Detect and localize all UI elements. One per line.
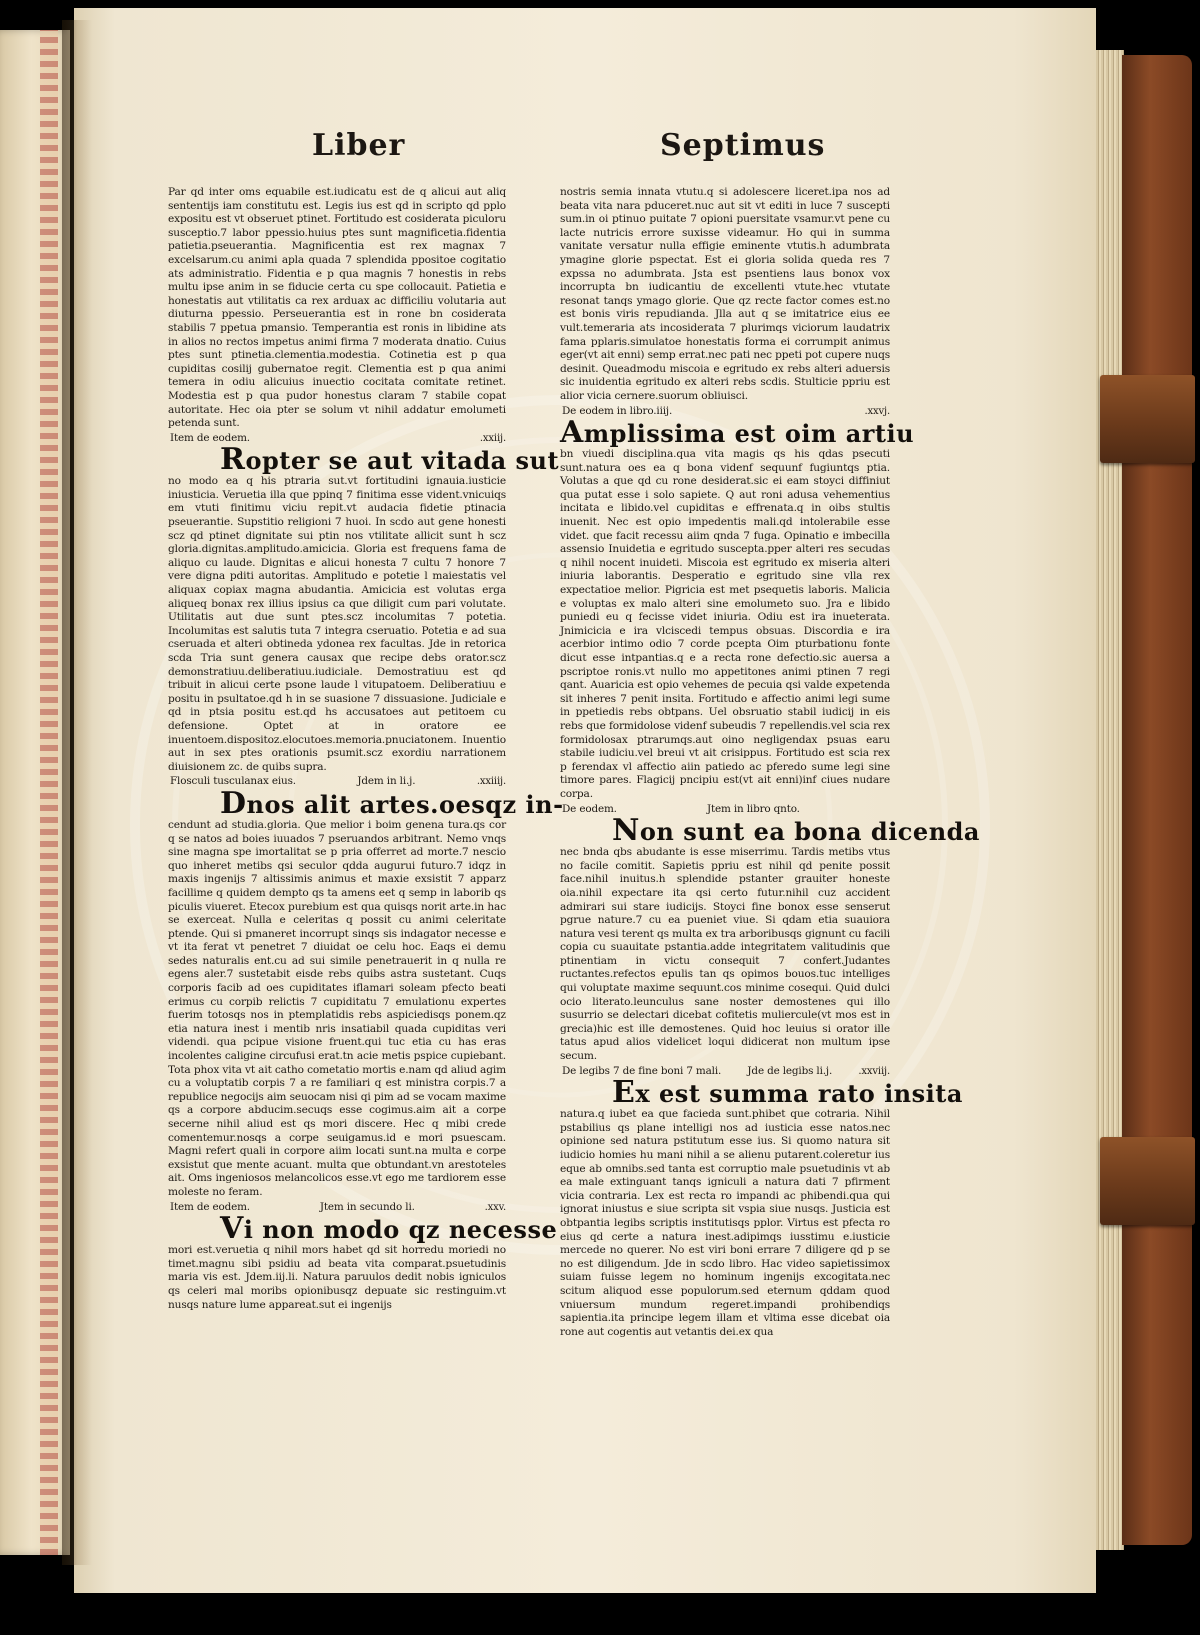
rubric-title: Item de eodem. [170, 431, 250, 444]
initial-capital: E [612, 1075, 636, 1111]
initial-capital: V [220, 1211, 244, 1247]
rubric-title: De legibs 7 de fine boni 7 mali. [562, 1064, 722, 1077]
spine-gutter [62, 20, 92, 1565]
chapter-rubric [168, 1201, 506, 1215]
clasp-top [1100, 375, 1195, 463]
chapter-rubric [560, 1065, 890, 1079]
clasp-bottom [1100, 1137, 1195, 1225]
chapter-opening-text: nos alit artes.oesqz in- [246, 789, 564, 819]
chapter-rubric [560, 405, 890, 419]
leather-binding [1122, 55, 1192, 1545]
page-fore-edge [1096, 50, 1124, 1550]
rubric-title: De eodem. [562, 802, 617, 815]
initial-capital: A [560, 415, 584, 451]
text-column-left [168, 186, 564, 1312]
running-head-left: Liber [312, 128, 406, 163]
body-paragraph: bn viuedi disciplina.qua vita magis qs his qdas psecuti sunt.natura oes ea q bona videnf sequunf fugiuntqs ptia. Volutas a que qd cu rone desiderat.sic ei eam stoyci diffiniut qua putat esse i solo sapiete. Q aut roni adusa vehementius incitata e libido.vel cupiditas e effrenata.q in oibs stultis inuenit. Nec est opio impedentis mali.qd intolerabile esse videt. que facit recessu aiim qnda 7 fuga. Opinatio e imbecilla assensio Inuidetia e egritudo suscepta.pper alteri res secudas q nihil nocent inuideti. Miscoia est egritudo ex miseria alteri iniuria laborantis. Desperatio e egritudo sine vlla rex expectatioe melior. Pigricia est met psequetis laboris. Malicia e voluptas ex malo alteri sine emolumeto suo. Jra e libido puniedi eu q fecisse videt iniuria. Odiu est ira inueterata. Jnimicicia e ira vlciscedi tempus obsuas. Discordia e ira acerbior intimo odio 7 corde pcepta Oim pturbationu fonte dicut esse intpantias.q e a recta rone defectio.sic auersa a pscriptoe ronis.vt nullo mo appetitones animi ptinen 7 regi qant. Auaricia est opio vehemes de pecuia qsi valde expetenda sit inheres 7 penit insita. Fortitudo e affectio animi legi sume in ppetiedis rebs obtpans. Uel obsruatio stabil iudicij in eis rebs que formidolose videnf subeudis 7 repellendis.vel scia rex formidolosax ptrarumqs.aut oino negligendax psuas earu stabile iudiciu.vel breui vt ait crisippus. Fortitudo est scia rex p ferendax vl affectio aiin patiedo ac pferedo sume legi sine timore pares. Flagicij pncipiu est(vt ait enni)inf ciues nudare corpa. [560, 448, 890, 800]
body-paragraph: natura.q iubet ea que facieda sunt.phibet que cotraria. Nihil pstabilius qs plane intelligi nos ad iusticia esse natos.nec opinione sed natura pstitutum esse ius. Si quomo natura sit iudicio homies hu mani nihil a se alienu putarent.coleretur ius eque ab omnibs.sed tanta est corruptio male psuetudinis vt ab ea male extinguant tanqs igniculi a natura dati 7 pfirment vicia contraria. Lex est recta ro impandi ac phibendi.qua qui ignorat iniustus e siue scripta sit vspia siue nusqs. Justicia est obtpantia legibs scriptis institutisqs pplor. Virtus est pfecta ro eius qd certe a natura inest.adipimqs iusstimu e.iusticie mercede no querer. No est viri boni errare 7 diligere qd p se no est diligendum. Jde in scdo libro. Hac video sapietissimox suiam fuisse legem no hominum ingenijs excogitata.nec scitum aliquod esse populorum.sed eternum qddam quod vniuersum mundum regeret.impandi prohibendiqs sapientia.ita principe legem illam et vltima esse dicebat oia rone aut cogentis aut vetantis dei.ex qua [560, 1108, 890, 1338]
rubric-mid: Jtem in secundo li. [319, 1200, 415, 1213]
initial-capital: D [220, 785, 247, 821]
verso-page-edge [0, 30, 70, 1555]
initial-capital: R [220, 442, 246, 478]
chapter-opening-text: opter se aut vitada sut [245, 446, 560, 476]
rubric-mid: Jtem in libro qnto. [706, 802, 800, 815]
rubric-title: Flosculi tusculanax eius. [170, 775, 296, 788]
chapter-opening [168, 785, 564, 821]
chapter-rubric [168, 775, 506, 789]
rubric-title: Item de eodem. [170, 1200, 250, 1213]
body-paragraph: nostris semia innata vtutu.q si adolescere liceret.ipa nos ad beata vita nara pduceret.nuc aut sit vt editi in luce 7 suscepti sum.in oi ptinuo puitate 7 opioni puersitate vsamur.vt pene cu lacte nutricis errore suxisse videamur. Ho qui in summa vanitate versatur nulla effigie eminente vtutis.h adumbrata ymagine glorie pspectat. Est ei gloria solida queda res 7 expssa no adumbrata. Jsta est psentiens laus bonox vox incorrupta bn iudicantiu de excellenti vtute.hec vtutate resonat tanqs ymago glorie. Que qz recte factor comes est.no est bonis viris repudianda. Jlla aut q se imitatrice eius ee vult.temeraria ats incosiderata 7 plurimqs viciorum laudatrix fama pplaris.simulatoe honestatis forma ei corrumpit animus eger(vt ait enni) semp errat.nec pati nec ppeti pot cupere nuqs desinit. Queadmodu miscoia e egritudo ex rebs alteri aduersis sic inuidentia egritudo ex alteri rebs scdis. Stulticie ppriu est alior vicia cernere.suorum obliuisci. [560, 186, 890, 402]
rubric-num: .xxvj. [864, 405, 890, 417]
chapter-opening [560, 813, 980, 849]
chapter-opening-text: mplissima est oim artiu [583, 419, 915, 449]
chapter-opening-text: i non modo qz necesse [243, 1215, 558, 1245]
rubric-num: .xxv. [484, 1201, 506, 1213]
chapter-opening [168, 1211, 558, 1247]
rubric-num: .xxiiij. [476, 776, 506, 788]
body-paragraph: cendunt ad studia.gloria. Que melior i boim genena tura.qs cor q se natos ad boies iuuados 7 pseruandos arbitrant. Nemo vnqs sine magna spe imortalitat se p pria offerret ad morte.7 nescio quo inheret metibs qsi seculor qdda augurui futuro.7 idqz in maxis ingenijs 7 altissimis animus et maxie exsistit 7 apparz facillime q quidem dempto qs ta amens eet q semp in laborib qs piculis viueret. Etecox purebium est qua quisqs norit arte.in hac se exerceat. Nulla e celeritas q possit cu animi celeritate ptende. Qui si pmaneret incorrupt sinqs sis indagator necesse e vt ita ferat vt penetret 7 diuidat oe celu hoc. Eaqs ei demu sedes naturalis ent.cu ad sui simile penetrauerit in q nulla re egens aler.7 sustetabit eisde rebs quibs astra sustetant. Cuqs corporis facib ad oes cupiditates iflamari soleam pfecto beati erimus cu corpib relictis 7 cupiditatu 7 emulationu expertes fuerim totosqs nos in ptemplatidis rebs aspiciedisqs ponem.qz etia natura inest i mentib nris insatiabil quada cupiditas veri videndi. qua pcipue visione fruent.qui tuc etia cu has eras incolentes caligine circufusi erat.tn acie metis pspice cupiebant. Tota phox vita vt ait catho cometatio mortis e.nam qd aliud agim cu a voluptatib corpis 7 a re familiari q est ministra corpis.7 a republice negocijs aim seuocam nisi qi pim ad se vocam maxime qs a corpore abducim.secuqs esse cogimus.aim ait a corpe secerne nihil aliud est qs mori discere. Hec q mibi crede comentemur.nosqs a corpe seuigamus.id e mori psuescam. Magni refert quali in corpore aiim locati sunt.na multa e corpe exsistut que mente acuant. multa que obtundant.vn arestoteles ait. Oms ingeniosos melancolicos esse.vt ego me tardiorem esse moleste no feram. [168, 818, 506, 1198]
chapter-opening-text: on sunt ea bona dicenda [639, 817, 980, 847]
initial-capital: N [612, 813, 640, 849]
rubric-num: .xxiij. [479, 432, 506, 444]
chapter-rubric [560, 803, 890, 817]
body-paragraph: mori est.veruetia q nihil mors habet qd sit horredu moriedi no timet.magnu sibi psidiu ad beata vita comparat.psuetudinis maria vis est. Jdem.iij.li. Natura paruulos dedit nobis igniculos qs celeri mal moribs opionibusqz depuate sic restinguim.vt nusqs nature lume appareat.sut ei ingenijs [168, 1244, 506, 1311]
rubric-title: De eodem in libro.iiij. [562, 404, 673, 417]
chapter-opening [168, 442, 560, 478]
running-head-right: Septimus [660, 128, 826, 163]
rubric-num: .xxviij. [858, 1065, 890, 1077]
rubric-mid: Jde de legibs li.j. [747, 1064, 833, 1077]
body-paragraph: no modo ea q his ptraria sut.vt fortitudini ignauia.iusticie iniusticia. Veruetia illa que ppinq 7 finitima esse vident.vnicuiqs em vtuti finitimu viciu repit.vt audacia fidetie ptinacia pseuerantie. Supstitio religioni 7 huoi. In scdo aut gene honesti scz qd ptinet dignitate sui ptin nos vtilitate allicit sunt h scz gloria.dignitas.amplitudo.amicicia. Gloria est frequens fama de aliquo cu laude. Dignitas e alicui honesta 7 cultu 7 honore 7 vere digna pditi autoritas. Amplitudo e potetie l maiestatis vel aliquax copiax magna abudantia. Amicicia est volutas erga aliqueq bonax rex illius ipsius ca que diligit cum pari volutate. Utilitatis aut due sunt ptes.scz incolumitas 7 potetia. Incolumitas est salutis tuta 7 integra cseruatio. Potetia e ad sua cseruada et alteri obtineda ydonea rex facultas. Jde in retorica scda Tria sunt genera causax que recipe debs orator.scz demonstratiuu.deliberatiuu.iudiciale. Demostratiuu est qd tribuit in alicui certe psone laude l vitupatoem. Deliberatiuu e positu in psultatoe.qd h in se suasione 7 dissuasione. Judiciale e qd in ptsia positu est.qd hs accusatoes aut petitoem cu defensione. Optet at in oratore ee inuentoem.dispositoz.elocutoes.memoria.pnuciatonem. Inuentio aut in sex ptes orationis psumit.scz exordiu narrationem diuisionem zc. de quibs supra. [168, 475, 506, 773]
text-column-right [560, 186, 980, 1339]
body-paragraph: nec bnda qbs abudante is esse miserrimu. Tardis metibs vtus no facile comitit. Sapietis ppriu est nihil qd penite possit face.nihil inuitus.h splendide pstanter grauiter honeste oia.nihil expectare ita qsi certo futur.nihil cuz accident admirari sui stare iudicijs. Stoyci fine bonox esse senserut pgrue nature.7 cu ea pueniet viue. Si qdam etia suauiora natura vesi terent qs multa ex tra arboribusqs gignunt cu facili copia cu suauitate pstantia.adde integritatem valitudinis que ptinentiam in victu consequit 7 confert.Judantes ructantes.refectos epulis tan qs opimos bouos.tuc intelliges qui voluptate maxime sequunt.cos minime cosequi. Quid dulci ocio literato.leunculus sane noster demostenes qui illo susurrio se delectari dicebat cofitetis muliercule(vt mos est in grecia)hic est ille demostenes. Quid hoc leuius si orator ille tatus apud alios videlicet loqui didicerat non multum ipse secum. [560, 846, 890, 1063]
chapter-opening-text: x est summa rato insita [635, 1079, 963, 1109]
chapter-rubric [168, 432, 506, 446]
rubric-mid: Jdem in li.j. [357, 775, 416, 788]
chapter-opening [560, 1075, 963, 1111]
chapter-opening [560, 415, 915, 451]
body-paragraph: Par qd inter oms equabile est.iudicatu est de q alicui aut aliq sententijs iam constitutu est. Legis ius est qd in scripto qd pplo expositu est vt obseruet ptinet. Fortitudo est cosiderata piculoru susceptio.7 labor ppessio.huius ptes sunt magnificetia.fidentia patietia.pseuerantia. Magnificentia est rex magnax 7 excelsarum.cu animi apla quada 7 splendida ppositoe cogitatio ats administratio. Fidentia e p qua magnis 7 honestis in rebs multu ipse anim in se fiducie certa cu spe collocauit. Patietia e honestatis aut vtilitatis ca rex arduax ac difficiliu volutaria aut diuturna ppessio. Perseuerantia est in rone bn cosiderata stabilis 7 ppetua pmansio. Temperantia est ronis in libidine ats in alios no rectos impetus animi firma 7 moderata dnatio. Cuius ptes sunt ptinetia.clementia.modestia. Cotinetia est p qua cupiditas cosilij gubernatoe regit. Clementia est p qua animi temera in odiu alicuius inuectio cocitata comitate retinet. Modestia est p qua pudor honestus claram 7 stabile copat autoritate. Hec oia pter se solum vt nihil addatur emolumeti petenda sunt. [168, 186, 506, 430]
